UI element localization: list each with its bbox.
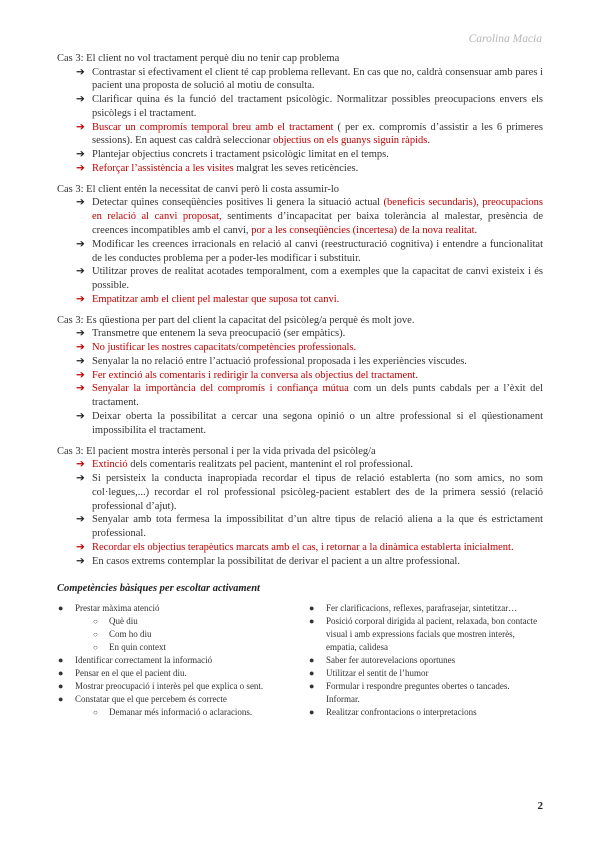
competencies-heading: Competències bàsiques per escoltar activament <box>57 582 260 594</box>
circle-bullet-icon: ○ <box>93 642 98 652</box>
competency-text: Pensar en el que el pacient diu. <box>75 667 187 678</box>
case-title: Cas 3: El pacient mostra interès personal i per la vida privada del psicòleg/a <box>57 445 376 457</box>
case-items <box>57 327 543 437</box>
case-item <box>57 369 543 383</box>
competencies-left-column <box>57 602 308 719</box>
highlighted-text: objectius on els guanys siguin ràpids <box>273 135 428 147</box>
competency-item <box>57 602 308 615</box>
item-text: Senyalar la no relació entre l’actuació professional proposada i les experiències viscudes. <box>92 355 467 367</box>
header-author: Carolina Macia <box>468 33 542 45</box>
arrow-icon: ➔ <box>76 121 85 133</box>
case-item <box>57 162 543 176</box>
highlighted-text: Reforçar l’assistència a les visites <box>92 163 234 175</box>
case-item <box>57 93 543 121</box>
case-item <box>57 472 543 513</box>
case-item <box>57 196 543 237</box>
item-text: Modificar les creences irracionals en relació al canvi (reestructuració cognitiva) i entendre a funcionalitat de les conductes problema per a poder-les modificar i substituir. <box>92 238 543 264</box>
circle-bullet-icon: ○ <box>93 616 98 626</box>
highlighted-text: Buscar un compromís temporal breu amb el tractament <box>92 121 334 133</box>
case-item <box>57 121 543 149</box>
competency-text: Realitzar confrontacions o interpretacions <box>325 706 477 717</box>
competency-text: Mostrar preocupació i interès pel que explica o sent. <box>75 680 264 691</box>
competency-subtext: Demanar més informació o aclaracions. <box>109 706 253 717</box>
highlighted-text: Empatitzar amb el client pel malestar que suposa tot canvi. <box>92 293 340 305</box>
competency-text: Saber fer autorevelacions oportunes <box>325 654 456 665</box>
competency-subtext: Com ho diu <box>109 628 152 639</box>
circle-bullet-icon: ○ <box>93 629 98 639</box>
item-text: com un dels punts cabdals per a l’èxit del tractament. <box>92 383 543 409</box>
cases-container <box>57 52 543 569</box>
bullet-icon: ● <box>308 667 315 678</box>
case-section <box>57 52 543 176</box>
competency-subitem <box>57 628 308 641</box>
case-item <box>57 148 543 162</box>
case-item <box>57 382 543 410</box>
highlighted-text: Recordar els objectius terapèutics marcats amb el cas, i retornar a la dinàmica establerta inicialment. <box>92 541 514 553</box>
item-text: . <box>427 135 430 147</box>
competencies-right-column <box>308 602 543 719</box>
competency-subtext: En quin context <box>109 641 166 652</box>
item-text: Transmetre que entenem la seva preocupació (ser empàtics). <box>92 328 346 340</box>
case-items <box>57 458 543 568</box>
competency-text: Utilitzar el sentit de l’humor <box>325 667 429 678</box>
item-text: . <box>474 224 478 236</box>
case-item <box>57 555 543 569</box>
case-item <box>57 410 543 438</box>
case-section <box>57 183 543 307</box>
item-text: Contrastar si efectivament el client té cap problema rellevant. En cas que no, caldrà consensuar amb pares i pacient una proposta de solució al motiu de consulta. <box>92 66 543 92</box>
competency-subitem <box>57 641 308 654</box>
competency-item <box>308 680 543 706</box>
competency-subitem <box>57 706 308 719</box>
page-number: 2 <box>537 800 543 812</box>
case-item <box>57 265 543 293</box>
competency-text: Fer clarificacions, reflexes, parafrasejar, sintetitzar… <box>325 602 518 613</box>
highlighted-text: por a les conseqüències (incertesa) de la nova realitat <box>251 224 475 236</box>
case-item <box>57 327 543 341</box>
item-text: Si persisteix la conducta inapropiada recordar el tipus de relació establerta (no som amics, no som col·legues,...) recordar el rol professional psicòleg-pacient establert des de la primera sessió (relació professional d’ajut). <box>92 472 543 512</box>
case-items <box>57 66 543 176</box>
arrow-icon: ➔ <box>76 94 85 106</box>
case-title: Cas 3: El client no vol tractament perquè diu no tenir cap problema <box>57 53 340 64</box>
arrow-icon: ➔ <box>76 383 85 395</box>
arrow-icon: ➔ <box>76 472 85 484</box>
item-text: En casos extrems contemplar la possibilitat de derivar el pacient a un altre professional. <box>92 555 460 567</box>
competency-item <box>308 667 543 680</box>
highlighted-text: Fer extinció als comentaris i redirigir la conversa als objectius del tractament. <box>92 369 418 381</box>
competency-item <box>57 654 308 667</box>
arrow-icon: ➔ <box>76 149 85 161</box>
item-text: Clarificar quina és la funció del tractament psicològic. Normalitzar possibles preocupacions envers els psicòlegs i el tractament. <box>92 94 543 119</box>
item-text: ( per ex. compromís d’assistir a les 6 primeres sessions). En aquest cas caldrà seleccionar <box>92 121 543 147</box>
item-text: Utilitzar proves de realitat acotades temporalment, com a exemples que la capacitat de canvi existeix i és possible. <box>92 266 543 292</box>
item-text: Detectar quines conseqüències positives li genera la situació actual <box>92 197 384 209</box>
arrow-icon: ➔ <box>76 459 85 471</box>
arrow-icon: ➔ <box>76 514 85 526</box>
case-section <box>57 445 543 569</box>
highlighted-text: Extinció <box>92 459 128 471</box>
competency-text: Prestar màxima atenció <box>75 602 160 613</box>
case-item <box>57 513 543 541</box>
item-text: Plantejar objectius concrets i tractament psicològic limitat en el temps. <box>92 149 389 161</box>
case-items <box>57 196 543 306</box>
competency-item <box>308 615 543 654</box>
arrow-icon: ➔ <box>76 355 85 367</box>
highlighted-text: Senyalar la importància del compromís i confiança mútua <box>92 383 349 395</box>
bullet-icon: ● <box>308 602 315 613</box>
case-title: Cas 3: Es qüestiona per part del client la capacitat del psicòleg/a perquè és molt jove. <box>57 314 415 326</box>
competency-subtext: Què diu <box>109 615 138 626</box>
competency-text: Posició corporal dirigida al pacient, relaxada, bon contacte visual i amb expressions facials que mostren interès, empatia, calidesa <box>325 615 538 652</box>
bullet-icon: ● <box>58 693 64 704</box>
bullet-icon: ● <box>58 602 64 613</box>
bullet-icon: ● <box>58 654 64 665</box>
competency-item <box>308 602 543 615</box>
bullet-icon: ● <box>58 680 64 691</box>
item-text: sentiments d’incapacitat per baixa tolerància al malestar, presència de creences incompatibles amb el canvi, <box>92 211 543 236</box>
competency-item <box>57 667 308 680</box>
case-item <box>57 355 543 369</box>
circle-bullet-icon: ○ <box>93 707 98 717</box>
bullet-icon: ● <box>308 654 315 665</box>
arrow-icon: ➔ <box>76 411 85 423</box>
competency-item <box>57 693 308 706</box>
arrow-icon: ➔ <box>76 328 85 340</box>
item-text: dels comentaris realitzats pel pacient, mantenint el rol professional. <box>127 459 414 471</box>
bullet-icon: ● <box>308 680 315 691</box>
competency-item <box>57 680 308 693</box>
arrow-icon: ➔ <box>76 163 85 175</box>
arrow-icon: ➔ <box>76 342 85 354</box>
arrow-icon: ➔ <box>76 197 85 209</box>
arrow-icon: ➔ <box>76 238 85 250</box>
bullet-icon: ● <box>308 706 315 717</box>
case-item <box>57 238 543 266</box>
highlighted-text: (beneficis secundaris), preocupacions en relació al canvi proposat, <box>92 197 543 223</box>
arrow-icon: ➔ <box>76 555 85 567</box>
competency-text: Formular i respondre preguntes obertes o tancades. Informar. <box>325 680 510 704</box>
competencies-columns <box>57 602 543 719</box>
competency-subitem <box>57 615 308 628</box>
arrow-icon: ➔ <box>76 369 85 381</box>
case-item <box>57 66 543 94</box>
arrow-icon: ➔ <box>76 541 85 553</box>
competency-item <box>308 706 543 719</box>
competency-item <box>308 654 543 667</box>
highlighted-text: No justificar les nostres capacitats/competències professionals. <box>92 342 357 354</box>
case-item <box>57 541 543 555</box>
competency-text: Identificar correctament la informació <box>75 654 213 665</box>
item-text: Deixar oberta la possibilitat a cercar una segona opinió o un altre professional si el qüestionament impossibilita el tractament. <box>92 411 543 436</box>
case-item <box>57 293 543 307</box>
arrow-icon: ➔ <box>76 293 85 305</box>
arrow-icon: ➔ <box>76 66 85 78</box>
bullet-icon: ● <box>58 667 64 678</box>
arrow-icon: ➔ <box>76 266 85 278</box>
case-title: Cas 3: El client entén la necessitat de canvi però li costa assumir-lo <box>57 183 340 195</box>
page-content <box>57 52 543 719</box>
competency-text: Constatar que el que percebem és correcte <box>75 693 227 704</box>
item-text: malgrat les seves reticències. <box>233 163 359 175</box>
item-text: Senyalar amb tota fermesa la impossibilitat d’un altre tipus de relació aliena a la que és estrictament professional. <box>92 514 543 540</box>
case-item <box>57 341 543 355</box>
case-item <box>57 458 543 472</box>
case-section <box>57 314 543 438</box>
bullet-icon: ● <box>308 615 315 626</box>
